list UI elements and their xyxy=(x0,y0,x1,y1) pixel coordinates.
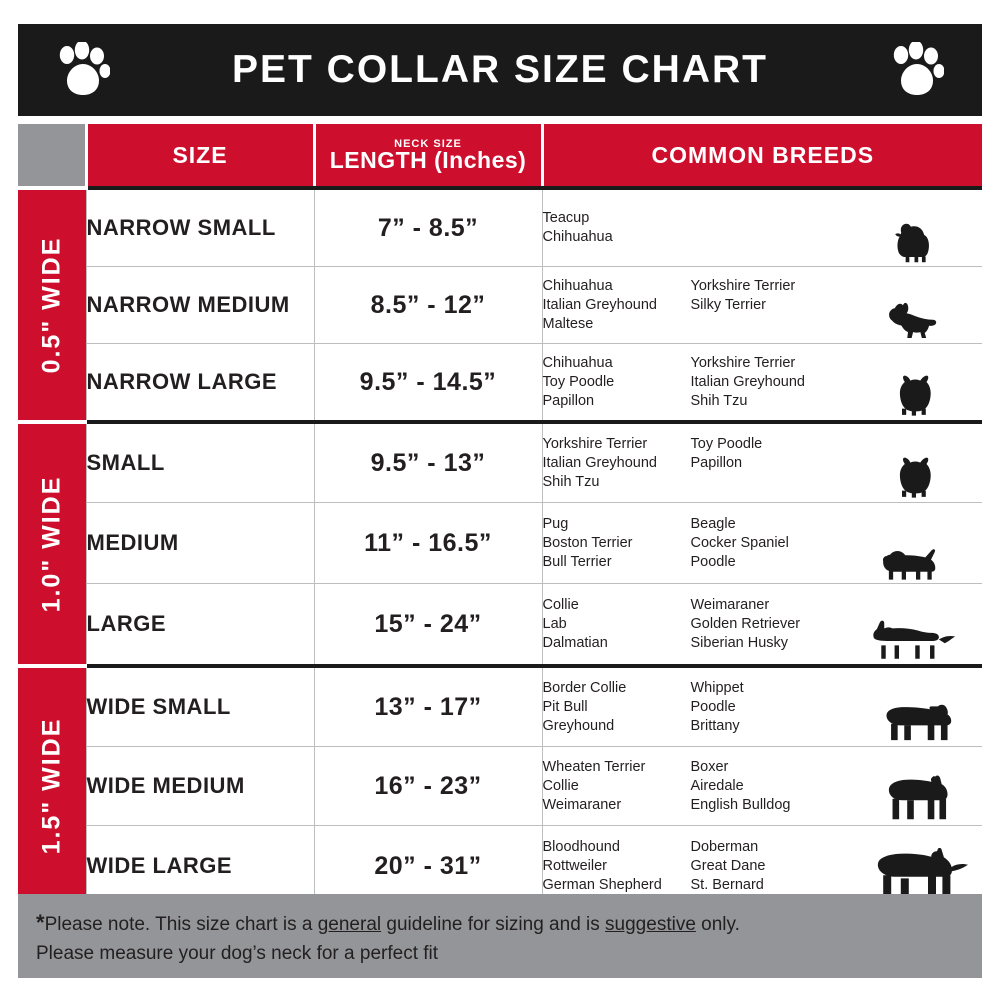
breed-list-col1 xyxy=(543,758,691,815)
breed-item: Cocker Spaniel xyxy=(690,534,789,551)
breed-list-col1 xyxy=(543,515,691,572)
cell-breeds xyxy=(542,422,982,503)
note-text-c: only. xyxy=(695,914,740,935)
breed-item: Bloodhound xyxy=(542,838,620,855)
table-row xyxy=(18,344,982,423)
disclaimer-note xyxy=(18,894,982,978)
breed-list-col1 xyxy=(543,596,691,653)
table-row xyxy=(18,422,982,503)
note-line-1 xyxy=(36,908,964,939)
breed-item: Teacup xyxy=(542,210,590,226)
note-underline-general: general xyxy=(317,914,382,935)
breed-item: English Bulldog xyxy=(690,796,791,813)
note-asterisk: * xyxy=(36,910,45,935)
column-header-length-main: LENGTH (Inches) xyxy=(329,146,527,173)
breed-item: Beagle xyxy=(690,515,736,532)
breed-item: Bull Terrier xyxy=(542,553,612,570)
group-label-wide xyxy=(18,666,86,906)
breed-list-col2 xyxy=(691,679,841,736)
page-title: PET COLLAR SIZE CHART xyxy=(232,48,768,91)
breed-item: Boxer xyxy=(690,758,729,775)
breed-item: Italian Greyhound xyxy=(542,296,657,313)
breed-item: Whippet xyxy=(690,679,744,696)
breed-item: Great Dane xyxy=(690,857,766,874)
breed-item: Papillon xyxy=(690,454,743,471)
breed-item: Toy Poodle xyxy=(690,435,763,452)
table-row xyxy=(18,747,982,826)
breed-item: Pug xyxy=(542,515,569,532)
breed-item: Silky Terrier xyxy=(690,296,766,313)
cell-length: 11” - 16.5” xyxy=(314,503,542,584)
breed-list-col1 xyxy=(543,679,691,736)
paw-icon xyxy=(56,42,110,98)
breed-item: Pit Bull xyxy=(542,698,588,715)
breed-item: Siberian Husky xyxy=(690,634,789,651)
breed-item: Yorkshire Terrier xyxy=(690,277,796,294)
cell-length: 9.5” - 14.5” xyxy=(314,344,542,423)
group-label-standard xyxy=(18,422,86,666)
breed-item: Toy Poodle xyxy=(542,373,615,390)
breed-item: Poodle xyxy=(690,553,736,570)
note-text-a: Please note. This size chart is a xyxy=(44,914,318,935)
breed-item: Collie xyxy=(542,596,579,613)
group-label-text: 0.5" WIDE xyxy=(37,236,66,374)
cell-breeds xyxy=(542,503,982,584)
breed-item: Weimaraner xyxy=(542,796,622,813)
breed-item: Rottweiler xyxy=(542,857,607,874)
cell-breeds xyxy=(542,188,982,267)
group-label-text: 1.5" WIDE xyxy=(37,717,66,855)
breed-item: Italian Greyhound xyxy=(690,373,805,390)
breed-item: Yorkshire Terrier xyxy=(542,435,648,452)
cell-length: 7” - 8.5” xyxy=(314,188,542,267)
breed-item: Shih Tzu xyxy=(690,392,748,409)
column-header-length-sublabel: NECK SIZE xyxy=(394,137,462,150)
breed-item: Lab xyxy=(542,615,567,632)
breed-item: Chihuahua xyxy=(542,229,613,245)
breed-item: Golden Retriever xyxy=(690,615,801,632)
breed-item: Weimaraner xyxy=(690,596,770,613)
breed-list-col2 xyxy=(691,758,841,815)
cell-length: 8.5” - 12” xyxy=(314,267,542,344)
breed-item: Boston Terrier xyxy=(542,534,633,551)
table-row xyxy=(18,267,982,344)
breed-item: Airedale xyxy=(690,777,744,794)
cell-breeds xyxy=(542,747,982,826)
breed-item: Brittany xyxy=(690,717,740,734)
cell-size: SMALL xyxy=(86,422,314,503)
breed-item: Dalmatian xyxy=(542,634,608,651)
cell-breeds xyxy=(542,584,982,667)
table-row xyxy=(18,188,982,267)
breed-item: Italian Greyhound xyxy=(542,454,657,471)
breed-item: German Shepherd xyxy=(542,876,662,893)
breed-list-col1 xyxy=(543,209,691,247)
breed-item: Doberman xyxy=(690,838,759,855)
cell-length: 20” - 31” xyxy=(314,826,542,907)
breed-list-col2 xyxy=(691,209,841,247)
breed-item: Chihuahua xyxy=(542,354,613,371)
cell-size: WIDE SMALL xyxy=(86,666,314,747)
breed-item: Maltese xyxy=(542,315,594,332)
note-text-b: guideline for sizing and is xyxy=(381,914,606,935)
breed-item: Chihuahua xyxy=(542,277,613,294)
column-header-breeds: COMMON BREEDS xyxy=(542,124,982,188)
cell-length: 16” - 23” xyxy=(314,747,542,826)
breed-item: Collie xyxy=(542,777,579,794)
breed-list-col1 xyxy=(543,435,691,492)
note-underline-suggestive: suggestive xyxy=(605,914,696,935)
cell-size: NARROW MEDIUM xyxy=(86,267,314,344)
cell-size: NARROW SMALL xyxy=(86,188,314,267)
paw-icon xyxy=(890,42,944,98)
breed-item: Wheaten Terrier xyxy=(542,758,646,775)
column-header-size: SIZE xyxy=(86,124,314,188)
table-row xyxy=(18,584,982,667)
breed-list-col2 xyxy=(691,277,841,334)
cell-size: WIDE LARGE xyxy=(86,826,314,907)
table-header-corner xyxy=(18,124,86,188)
cell-length: 13” - 17” xyxy=(314,666,542,747)
breed-item: Border Collie xyxy=(542,679,627,696)
column-header-length xyxy=(314,124,542,188)
breed-list-col2 xyxy=(691,515,841,572)
breed-item: St. Bernard xyxy=(690,876,764,893)
breed-list-col2 xyxy=(691,435,841,492)
cell-length: 9.5” - 13” xyxy=(314,422,542,503)
size-table xyxy=(18,124,982,908)
breed-list-col2 xyxy=(691,596,841,653)
breed-item: Yorkshire Terrier xyxy=(690,354,796,371)
table-header-row xyxy=(18,124,982,188)
cell-breeds xyxy=(542,344,982,423)
cell-breeds xyxy=(542,666,982,747)
breed-list-col1 xyxy=(543,838,691,895)
group-label-text: 1.0" WIDE xyxy=(37,475,66,613)
cell-length: 15” - 24” xyxy=(314,584,542,667)
chart-header xyxy=(18,24,982,116)
size-table-wrapper xyxy=(18,124,982,908)
cell-size: NARROW LARGE xyxy=(86,344,314,423)
table-row xyxy=(18,666,982,747)
breed-list-col2 xyxy=(691,838,841,895)
cell-breeds xyxy=(542,267,982,344)
breed-item: Poodle xyxy=(690,698,736,715)
table-row xyxy=(18,503,982,584)
breed-list-col1 xyxy=(543,354,691,411)
breed-item: Greyhound xyxy=(542,717,615,734)
breed-item: Shih Tzu xyxy=(542,473,600,490)
cell-size: LARGE xyxy=(86,584,314,667)
cell-size: MEDIUM xyxy=(86,503,314,584)
breed-list-col1 xyxy=(543,277,691,334)
cell-size: WIDE MEDIUM xyxy=(86,747,314,826)
breed-list-col2 xyxy=(691,354,841,411)
group-label-narrow xyxy=(18,188,86,422)
breed-item: Papillon xyxy=(542,392,595,409)
note-line-2: Please measure your dog’s neck for a perfect fit xyxy=(36,943,439,964)
